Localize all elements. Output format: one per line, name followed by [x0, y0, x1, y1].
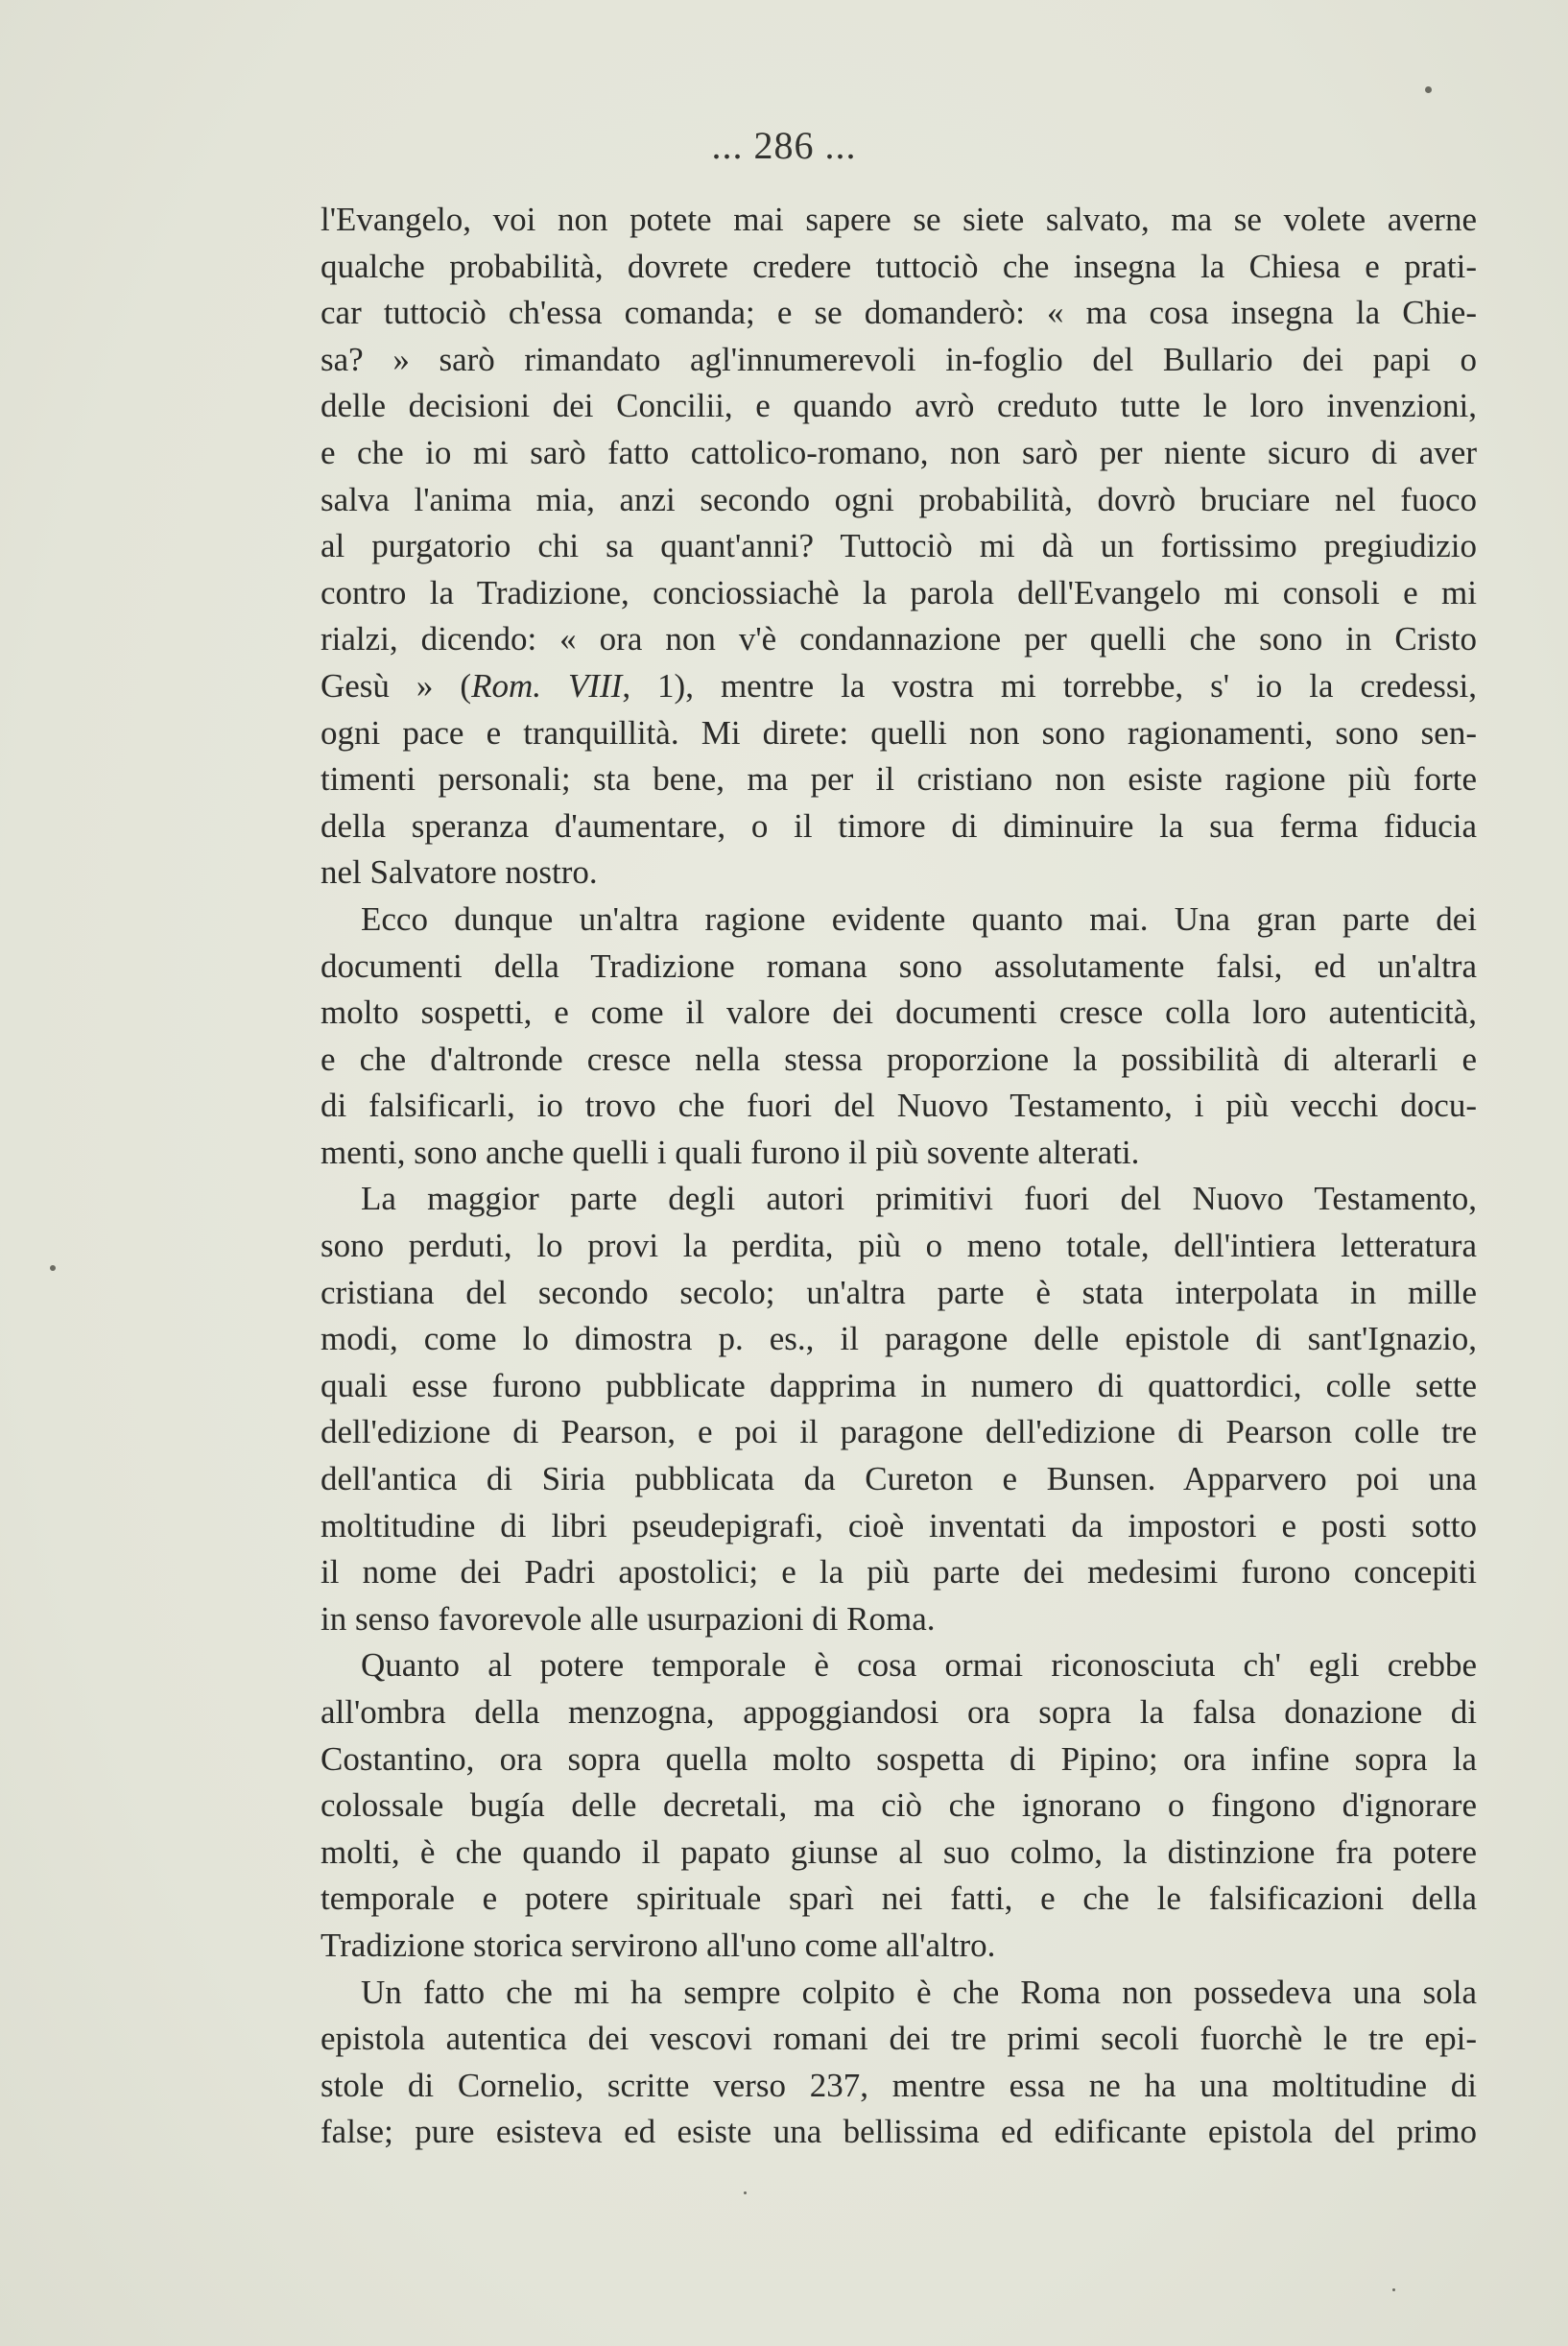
paper-speck	[1392, 2288, 1395, 2291]
text-line: Quanto al potere temporale è cosa ormai riconosciuta ch' egli crebbe	[361, 1646, 1477, 1685]
text-line: qualche probabilità, dovrete credere tuttociò che insegna la Chiesa e prati-	[321, 247, 1477, 285]
text-line: temporale e potere spirituale sparì nei fatti, e che le falsificazioni della	[321, 1879, 1477, 1918]
text-line: molto sospetti, e come il valore dei documenti cresce colla loro autenticità,	[321, 993, 1477, 1032]
paragraph	[321, 1176, 1477, 1642]
paper-speck	[744, 2191, 747, 2194]
text-line: car tuttociò ch'essa comanda; e se domanderò: « ma cosa insegna la Chie-	[321, 294, 1477, 332]
text-line: menti, sono anche quelli i quali furono il più sovente alterati.	[321, 1133, 1140, 1171]
paragraph	[321, 1642, 1477, 1969]
text-line: false; pure esisteva ed esiste una bellissima ed edificante epistola del primo	[321, 2113, 1477, 2151]
text-line: Ecco dunque un'altra ragione evidente quanto mai. Una gran parte dei	[361, 899, 1477, 938]
text-line: La maggior parte degli autori primitivi fuori del Nuovo Testamento,	[361, 1180, 1477, 1218]
text-line: e che d'altronde cresce nella stessa proporzione la possibilità di alterarli e	[321, 1040, 1477, 1078]
text-line: Gesù » (Rom. VIII, 1), mentre la vostra mi torrebbe, s' io la credessi,	[321, 666, 1477, 705]
text-line: all'ombra della menzogna, appoggiandosi ora sopra la falsa donazione di	[321, 1693, 1477, 1731]
text-line: documenti della Tradizione romana sono assolutamente falsi, ed un'altra	[321, 946, 1477, 985]
text-line: ogni pace e tranquillità. Mi direte: quelli non sono ragionamenti, sono sen-	[321, 713, 1477, 752]
body-text	[321, 197, 1477, 2156]
text-line: molti, è che quando il papato giunse al suo colmo, la distinzione fra potere	[321, 1832, 1477, 1871]
text-line: salva l'anima mia, anzi secondo ogni probabilità, dovrò bruciare nel fuoco	[321, 480, 1477, 518]
text-line: l'Evangelo, voi non potete mai sapere se siete salvato, ma se volete averne	[321, 201, 1477, 238]
text-line: di falsificarli, io trovo che fuori del Nuovo Testamento, i più vecchi docu-	[321, 1087, 1477, 1125]
text-line: Tradizione storica servirono all'uno come all'altro.	[321, 1926, 996, 1964]
text-line: sono perduti, lo provi la perdita, più o meno totale, dell'intiera letteratura	[321, 1227, 1477, 1265]
text-line: al purgatorio chi sa quant'anni? Tuttociò mi dà un fortissimo pregiudizio	[321, 527, 1477, 565]
text-line: stole di Cornelio, scritte verso 237, mentre essa ne ha una moltitudine di	[321, 2066, 1477, 2104]
text-line: in senso favorevole alle usurpazioni di Roma.	[321, 1599, 936, 1638]
paragraph	[321, 897, 1477, 1177]
text-line: contro la Tradizione, conciossiachè la parola dell'Evangelo mi consoli e mi	[321, 573, 1477, 611]
text-line: dell'antica di Siria pubblicata da Cureton e Bunsen. Apparvero poi una	[321, 1460, 1477, 1498]
text-line: nel Salvatore nostro.	[321, 853, 598, 892]
text-line: colossale bugía delle decretali, ma ciò che ignorano o fingono d'ignorare	[321, 1786, 1477, 1825]
text-line: Costantino, ora sopra quella molto sospetta di Pipino; ora infine sopra la	[321, 1739, 1477, 1778]
text-line: sa? » sarò rimandato agl'innumerevoli in-foglio del Bullario dei papi o	[321, 340, 1477, 378]
text-line: delle decisioni dei Concilii, e quando avrò creduto tutte le loro invenzioni,	[321, 387, 1477, 425]
paper-speck	[50, 1265, 56, 1271]
text-line: il nome dei Padri apostolici; e la più parte dei medesimi furono concepiti	[321, 1553, 1477, 1592]
text-line: timenti personali; sta bene, ma per il cristiano non esiste ragione più forte	[321, 760, 1477, 799]
text-line: epistola autentica dei vescovi romani dei tre primi secoli fuorchè le tre epi-	[321, 2020, 1477, 2058]
text-line: quali esse furono pubblicate dapprima in numero di quattordici, colle sette	[321, 1366, 1477, 1404]
page-number: ... 286 ...	[711, 124, 857, 167]
paragraph	[321, 197, 1477, 897]
paragraph	[321, 1970, 1477, 2156]
text-line: moltitudine di libri pseudepigrafi, cioè inventati da impostori e posti sotto	[321, 1506, 1477, 1544]
text-line: della speranza d'aumentare, o il timore di diminuire la sua ferma fiducia	[321, 806, 1477, 845]
text-line: e che io mi sarò fatto cattolico-romano, non sarò per niente sicuro di aver	[321, 433, 1477, 471]
paper-speck	[1425, 86, 1432, 93]
text-line: modi, come lo dimostra p. es., il paragone delle epistole di sant'Ignazio,	[321, 1320, 1477, 1358]
text-line: dell'edizione di Pearson, e poi il paragone dell'edizione di Pearson colle tre	[321, 1413, 1477, 1451]
text-line: cristiana del secondo secolo; un'altra parte è stata interpolata in mille	[321, 1273, 1477, 1311]
text-line: Un fatto che mi ha sempre colpito è che Roma non possedeva una sola	[361, 1973, 1477, 2011]
text-line: rialzi, dicendo: « ora non v'è condannazione per quelli che sono in Cristo	[321, 620, 1477, 658]
